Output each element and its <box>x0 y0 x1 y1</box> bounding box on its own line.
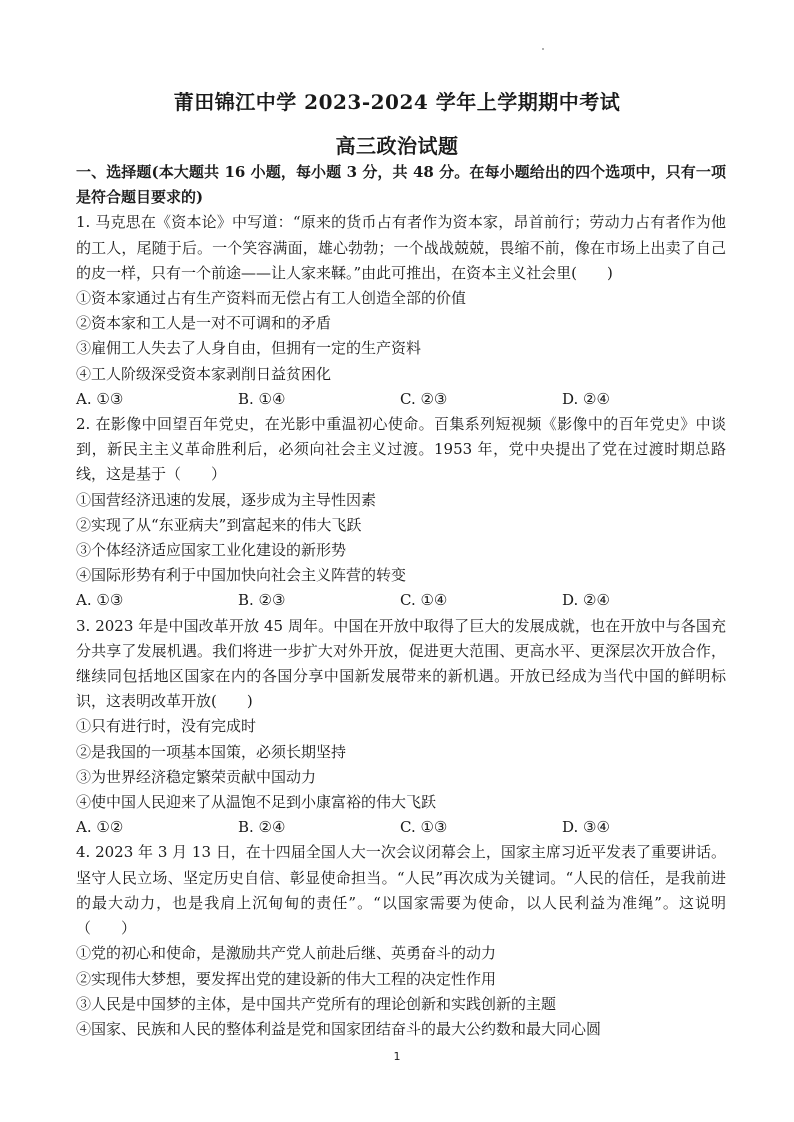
answer-choice-d: D. ③④ <box>562 818 610 837</box>
answer-choices <box>76 387 726 412</box>
question-stem: 4. 2023 年 3 月 13 日，在十四届全国人大一次会议闭幕会上，国家主席习近平发表了重要讲话。坚守人民立场、坚定历史自信、彰显使命担当。“人民”再次成为关键词。“人民的信任，是我前进的最大动力，也是我肩上沉甸甸的责任”。“以国家需要为使命，以人民利益为准绳”。这说明（ ） <box>76 843 726 938</box>
statement-option: ④国际形势有利于中国加快向社会主义阵营的转变 <box>76 566 407 585</box>
statement-option: ①党的初心和使命，是激励共产党人前赴后继、英勇奋斗的动力 <box>76 944 497 963</box>
page-number: 1 <box>393 1050 401 1063</box>
statement-option: ④国家、民族和人民的整体利益是党和国家团结奋斗的最大公约数和最大同心圆 <box>76 1019 602 1038</box>
scan-speck <box>542 48 544 50</box>
answer-choice-c: C. ②③ <box>400 389 448 408</box>
statement-option: ①资本家通过占有生产资料而无偿占有工人创造全部的价值 <box>76 289 467 308</box>
statement-option: ④工人阶级深受资本家剥削日益贫困化 <box>76 364 332 383</box>
answer-choice-a: A. ①③ <box>76 389 124 408</box>
answer-choice-b: B. ②④ <box>238 818 286 837</box>
answer-choice-d: D. ②④ <box>562 591 610 610</box>
answer-choice-a: A. ①③ <box>76 591 124 610</box>
answer-choice-c: C. ①④ <box>400 591 448 610</box>
question-1 <box>76 210 726 412</box>
statement-option: ②实现伟大梦想，要发挥出党的建设新的伟大工程的决定性作用 <box>76 969 497 988</box>
section-heading: 一、选择题(本大题共 16 小题，每小题 3 分，共 48 分。在每小题给出的四个选项中，只有一项是符合题目要求的) <box>76 163 726 207</box>
answer-choice-d: D. ②④ <box>562 389 610 408</box>
exam-subtitle: 高三政治试题 <box>335 134 459 158</box>
answer-choice-b: B. ②③ <box>238 591 286 610</box>
question-2 <box>76 412 726 614</box>
answer-choice-a: A. ①② <box>76 818 124 837</box>
question-4 <box>76 840 726 1042</box>
statement-option: ③为世界经济稳定繁荣贡献中国动力 <box>76 767 317 786</box>
exam-title: 莆田锦江中学 2023-2024 学年上学期期中考试 <box>173 90 621 114</box>
statement-option: ③雇佣工人失去了人身自由，但拥有一定的生产资料 <box>76 339 422 358</box>
statement-option: ③人民是中国梦的主体，是中国共产党所有的理论创新和实践创新的主题 <box>76 994 557 1013</box>
answer-choices <box>76 815 726 840</box>
statement-option: ②资本家和工人是一对不可调和的矛盾 <box>76 314 332 333</box>
statement-option: ②实现了从“东亚病夫”到富起来的伟大飞跃 <box>76 515 362 534</box>
answer-choice-c: C. ①③ <box>400 818 448 837</box>
question-stem: 1. 马克思在《资本论》中写道：“原来的货币占有者作为资本家，昂首前行；劳动力占有者作为他的工人，尾随于后。一个笑容满面，雄心勃勃；一个战战兢兢，畏缩不前，像在市场上出卖了自己的皮一样，只有一个前途——让人家来鞣。”由此可推出，在资本主义社会里( ) <box>76 213 726 282</box>
statement-option: ③个体经济适应国家工业化建设的新形势 <box>76 541 347 560</box>
question-3 <box>76 614 726 841</box>
answer-choices <box>76 588 726 613</box>
statement-option: ②是我国的一项基本国策，必须长期坚持 <box>76 742 347 761</box>
question-stem: 2. 在影像中回望百年党史，在光影中重温初心使命。百集系列短视频《影像中的百年党史》中谈到，新民主主义革命胜利后，必须向社会主义过渡。1953 年，党中央提出了党在过渡时期总路线，这是基于（ ） <box>76 415 726 484</box>
answer-choice-b: B. ①④ <box>238 389 286 408</box>
statement-option: ①只有进行时，没有完成时 <box>76 717 257 736</box>
statement-option: ①国营经济迅速的发展，逐步成为主导性因素 <box>76 490 377 509</box>
question-stem: 3. 2023 年是中国改革开放 45 周年。中国在开放中取得了巨大的发展成就，也在开放中与各国充分共享了发展机遇。我们将进一步扩大对外开放，促进更大范围、更高水平、更深层次开放合作，继续同包括地区国家在内的各国分享中国新发展带来的新机遇。开放已经成为当代中国的鲜明标识，这表明改革开放( ) <box>76 616 726 711</box>
exam-content <box>76 160 726 1042</box>
statement-option: ④使中国人民迎来了从温饱不足到小康富裕的伟大飞跃 <box>76 793 437 812</box>
